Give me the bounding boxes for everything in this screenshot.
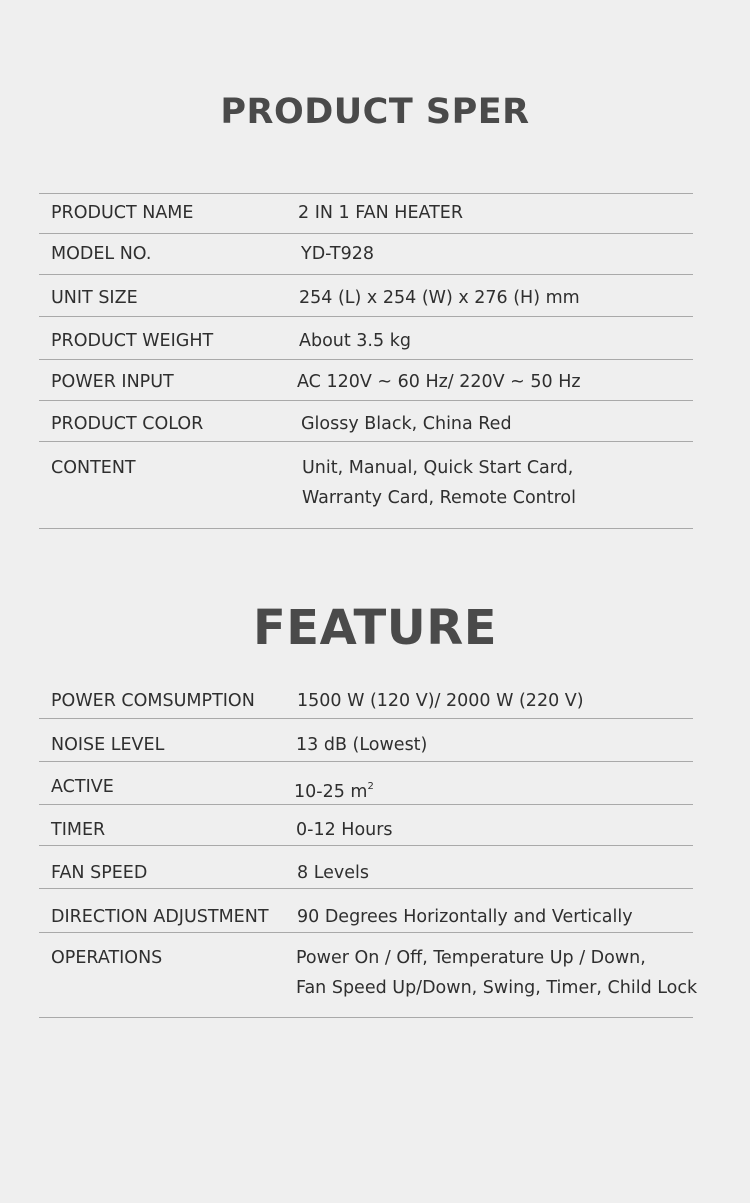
row-value: About 3.5 kg bbox=[299, 331, 411, 351]
table-row bbox=[39, 400, 693, 442]
row-label: MODEL NO. bbox=[51, 244, 152, 264]
row-value: Glossy Black, China Red bbox=[301, 414, 512, 434]
row-value-line: Power On / Off, Temperature Up / Down, bbox=[296, 948, 646, 968]
row-value-line: Unit, Manual, Quick Start Card, bbox=[302, 458, 574, 478]
row-label: OPERATIONS bbox=[51, 948, 163, 968]
row-label: DIRECTION ADJUSTMENT bbox=[51, 907, 269, 927]
row-value-line: Fan Speed Up/Down, Swing, Timer, Child Lock bbox=[296, 978, 698, 998]
feature-section-title: FEATURE bbox=[253, 600, 497, 656]
table-row bbox=[39, 888, 693, 933]
row-value: AC 120V ~ 60 Hz/ 220V ~ 50 Hz bbox=[297, 372, 581, 392]
superscript: 2 bbox=[367, 781, 374, 792]
row-label: ACTIVE bbox=[51, 777, 114, 797]
table-row bbox=[39, 718, 693, 762]
table-row bbox=[39, 359, 693, 401]
row-label: POWER INPUT bbox=[51, 372, 174, 392]
row-label: PRODUCT COLOR bbox=[51, 414, 204, 434]
row-label: UNIT SIZE bbox=[51, 288, 138, 308]
row-label: NOISE LEVEL bbox=[51, 735, 165, 755]
row-label: POWER COMSUMPTION bbox=[51, 691, 255, 711]
row-value-line: Warranty Card, Remote Control bbox=[302, 488, 576, 508]
table-row bbox=[39, 932, 698, 1018]
table-row bbox=[39, 316, 693, 360]
row-label: PRODUCT NAME bbox=[51, 203, 194, 223]
table-row bbox=[39, 193, 693, 234]
table-row bbox=[39, 233, 693, 275]
row-label: PRODUCT WEIGHT bbox=[51, 331, 214, 351]
row-value: 0-12 Hours bbox=[296, 820, 393, 840]
table-row bbox=[39, 845, 693, 889]
spec-section-title: PRODUCT SPER bbox=[220, 92, 530, 132]
table-row bbox=[39, 441, 693, 529]
row-value: 90 Degrees Horizontally and Vertically bbox=[297, 907, 633, 927]
row-value: 254 (L) x 254 (W) x 276 (H) mm bbox=[299, 288, 580, 308]
table-row bbox=[39, 804, 693, 846]
row-label: TIMER bbox=[51, 820, 106, 840]
table-row bbox=[39, 274, 693, 317]
row-value bbox=[294, 772, 374, 807]
row-value bbox=[296, 943, 697, 1003]
row-value: 8 Levels bbox=[297, 863, 370, 883]
row-label: CONTENT bbox=[51, 458, 136, 478]
row-value-text: 10-25 m bbox=[294, 782, 368, 802]
row-value bbox=[302, 453, 576, 513]
row-label: FAN SPEED bbox=[51, 863, 148, 883]
row-value: 1500 W (120 V)/ 2000 W (220 V) bbox=[297, 691, 584, 711]
table-row bbox=[39, 761, 693, 805]
row-value: YD-T928 bbox=[301, 244, 374, 264]
row-value: 2 IN 1 FAN HEATER bbox=[298, 203, 464, 223]
table-row bbox=[39, 678, 693, 718]
row-value: 13 dB (Lowest) bbox=[296, 735, 428, 755]
